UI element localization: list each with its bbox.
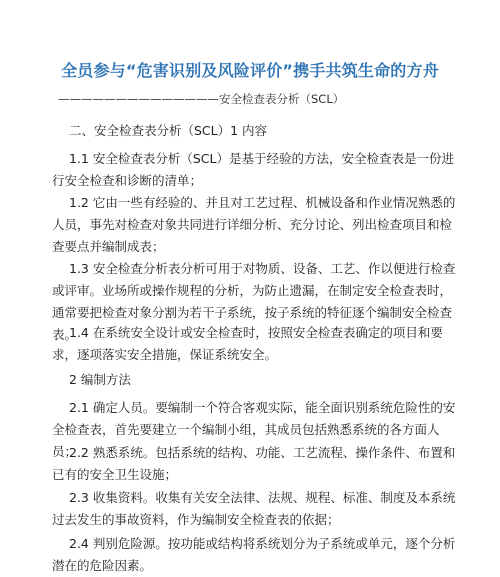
paragraph-1-2: 1.2 它由一些有经验的、并且对工艺过程、机械设备和作业情况熟悉的人员，事先对检查对象共同进行详细分析、充分讨论、列出检查项目和检查要点并编制成表； xyxy=(52,195,456,254)
method-heading: 2 编制方法 xyxy=(69,372,131,387)
paragraph-2-1: 2.1 确定人员。要编制一个符合客观实际，能全面识别系统危险性的安全检查表，首先要建立一个编制小组，其成员包括熟悉系统的各方面人员； xyxy=(52,400,456,459)
section-heading: 二、安全检查表分析（SCL）1 内容 xyxy=(69,123,268,138)
paragraph-1-3: 1.3 安全检查分析表分析可用于对物质、设备、工艺、作以便进行检查或评审。业场所或操作规程的分析，为防止遗漏，在制定安全检查表时，通常要把检查对象分割为若干子系统，按子系统的特征逐个编制安全检查表。 xyxy=(52,261,456,342)
paragraph-1-4: 1.4 在系统安全设计或安全检查时，按照安全检查表确定的项目和要求，逐项落实安全措施，保证系统安全。 xyxy=(52,325,443,362)
paragraph-2-4: 2.4 判别危险源。按功能或结构将系统划分为子系统或单元，逐个分析潜在的危险因素。 xyxy=(52,536,456,573)
paragraph-2-2: 2.2 熟悉系统。包括系统的结构、功能、工艺流程、操作条件、布置和已有的安全卫生设施； xyxy=(52,445,456,482)
document-title: 全员参与“危害识别及风险评价”携手共筑生命的方舟 xyxy=(61,61,439,80)
paragraph-2-3: 2.3 收集资料。收集有关安全法律、法规、规程、标准、制度及本系统过去发生的事故资料，作为编制安全检查表的依据； xyxy=(52,490,456,527)
paragraph-1-1: 1.1 安全检查表分析（SCL）是基于经验的方法，安全检查表是一份进行安全检查和诊断的清单； xyxy=(52,151,454,188)
document-subtitle: ——————————————安全检查表分析（SCL） xyxy=(58,92,345,106)
